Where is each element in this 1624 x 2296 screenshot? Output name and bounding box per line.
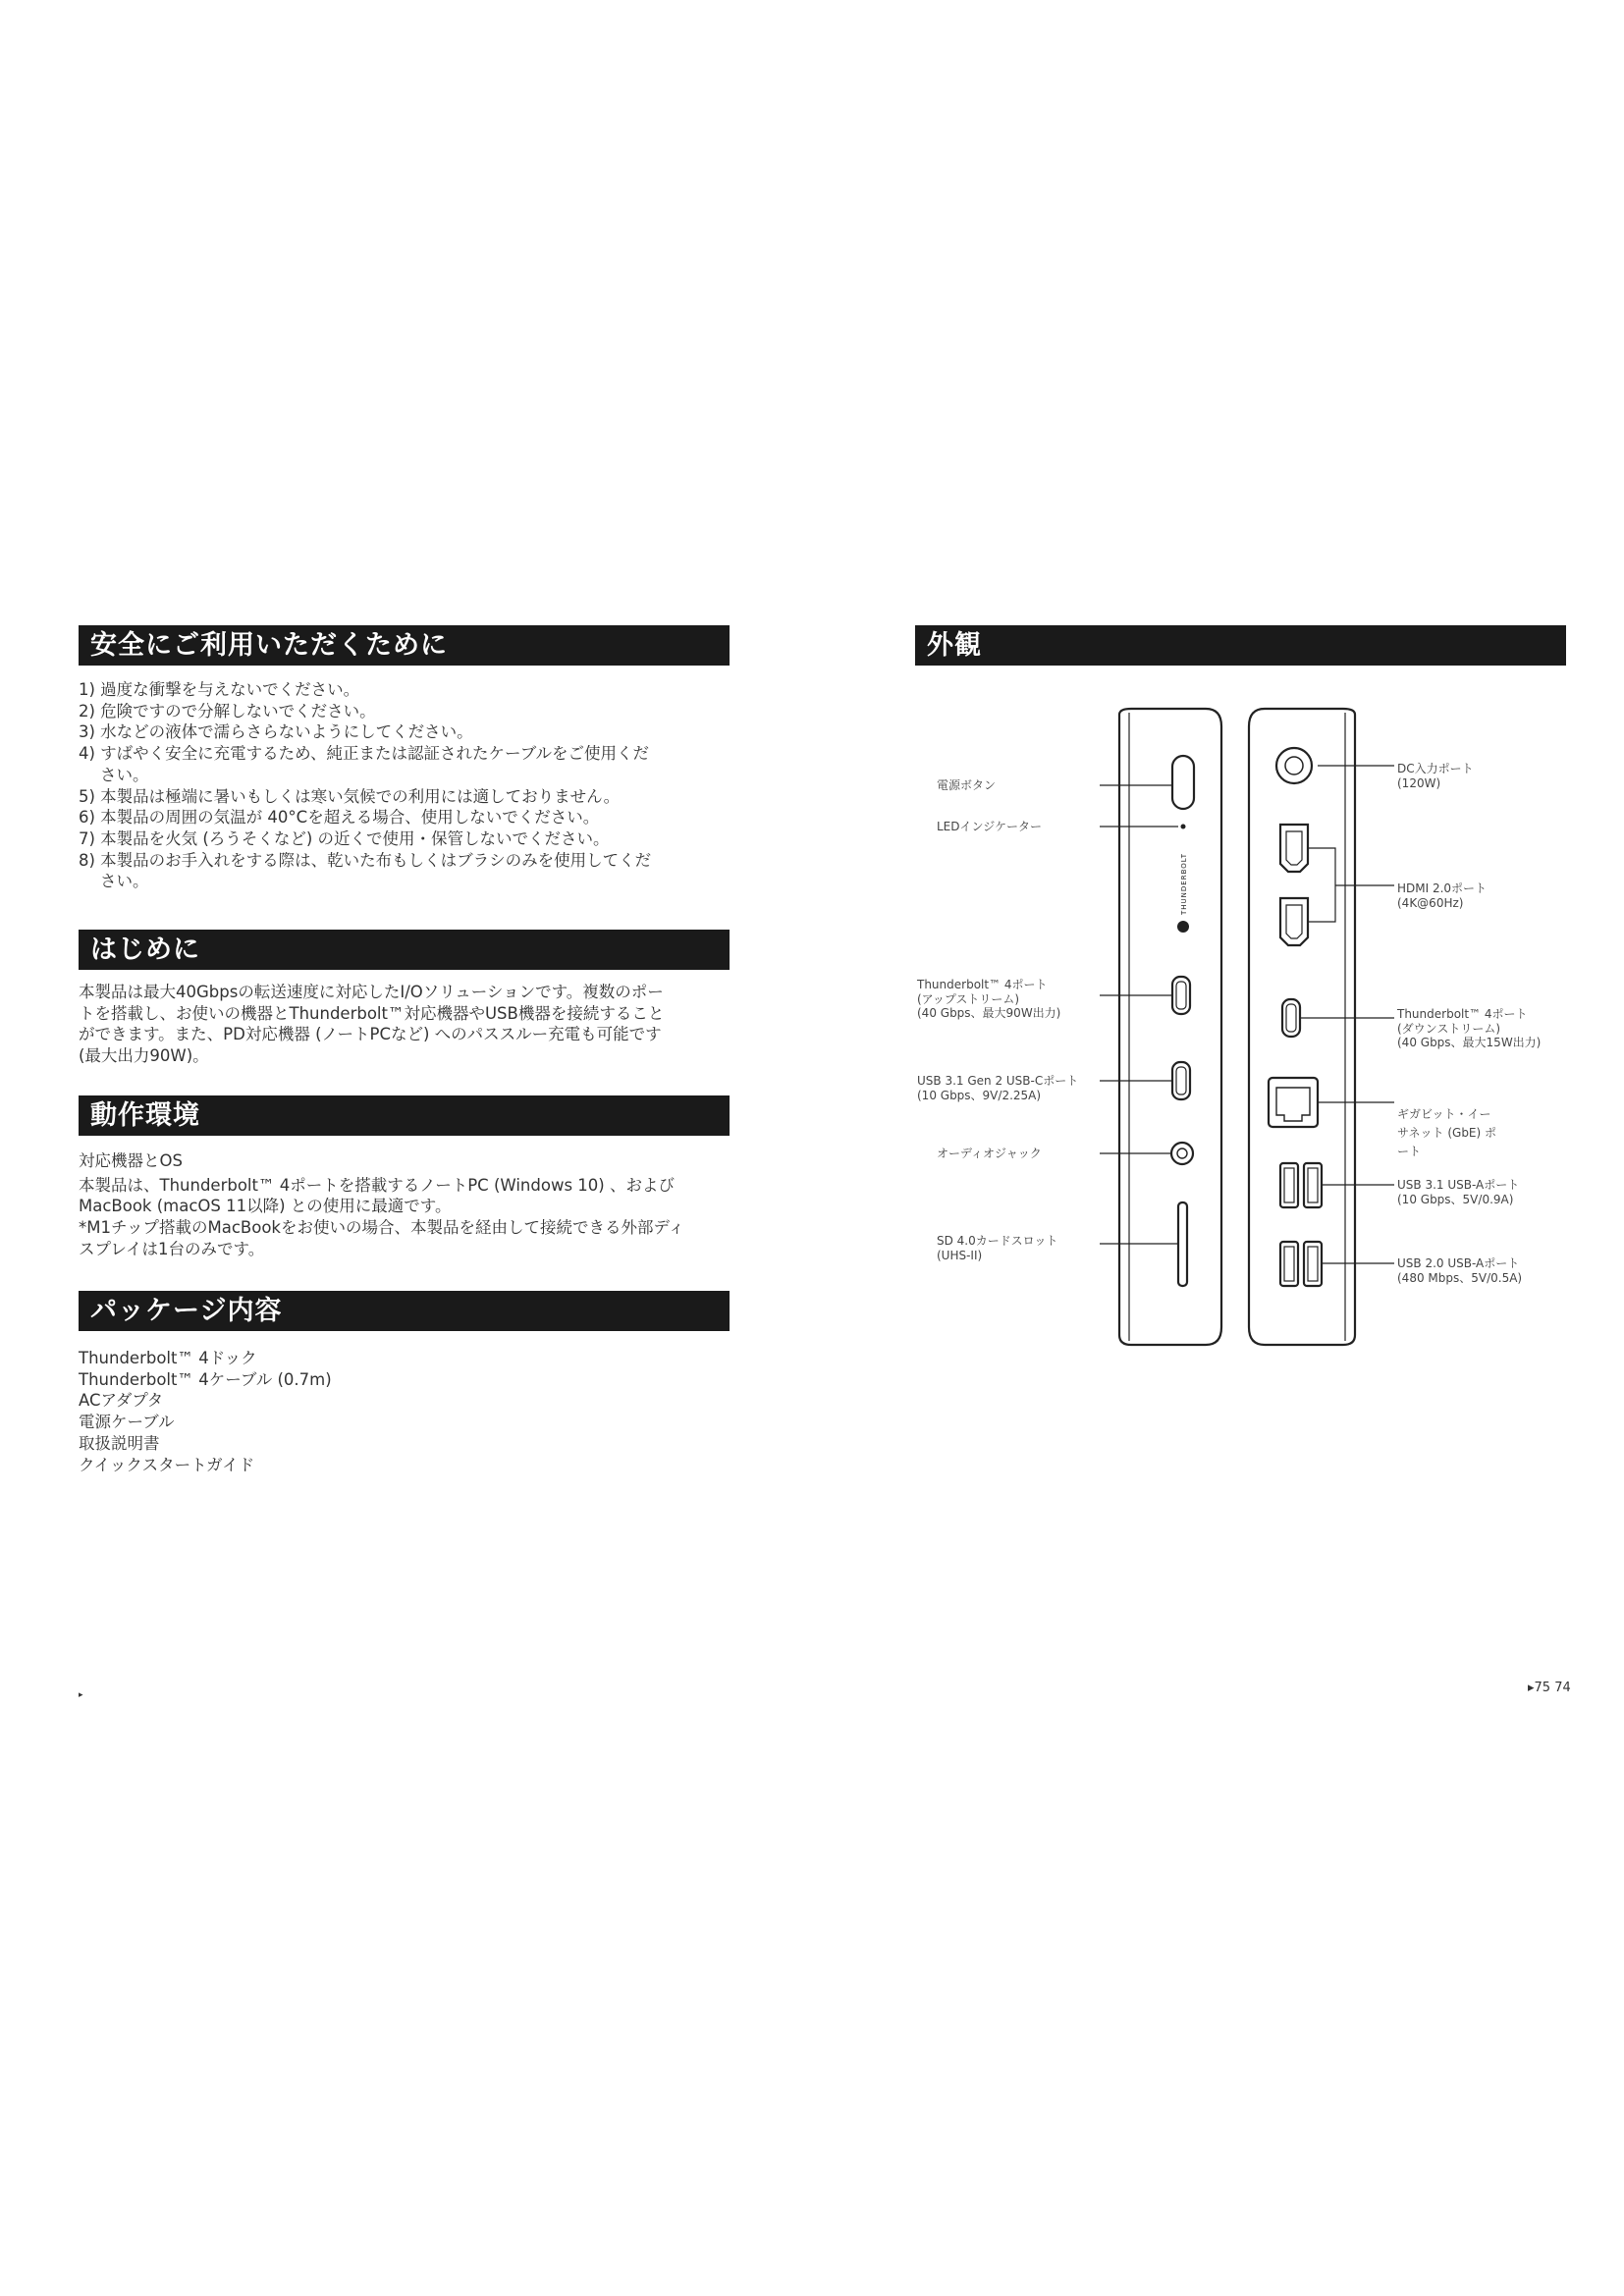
list-item: 7) 本製品を火気 (ろうそくなど) の近くで使用・保管しないでください。 [79, 828, 610, 848]
label-usb-c: USB 3.1 Gen 2 USB-Cポート (10 Gbps、9V/2.25A) [917, 1074, 1079, 1102]
list-item: 6) 本製品の周囲の気温が 40°Cを超える場合、使用しないでください。 [79, 808, 600, 828]
usb31-a-port-2-shape [1304, 1163, 1322, 1207]
dock-rear-body [1249, 709, 1355, 1345]
label-sd: SD 4.0カードスロット (UHS-II) [937, 1234, 1058, 1262]
label-audio: オーディオジャック [937, 1147, 1042, 1160]
list-item: 取扱説明書 [79, 1433, 160, 1453]
environment-heading: 動作環境 [79, 1095, 730, 1136]
paragraph-line: トを搭載し、お使いの機器とThunderbolt™対応機器やUSB機器を接続すること [79, 1003, 665, 1023]
paragraph-line: 本製品は、Thunderbolt™ 4ポートを搭載するノートPC (Windows 10) 、および [79, 1175, 675, 1195]
left-page-marker: ▸ [79, 1690, 83, 1700]
list-item: さい。 [100, 872, 149, 891]
list-item: 2) 危険ですので分解しないでください。 [79, 701, 376, 721]
list-item: 1) 過度な衝撃を与えないでください。 [79, 680, 360, 699]
list-item: 3) 水などの液体で濡らさらないようにしてください。 [79, 722, 473, 742]
paragraph-line: 本製品は最大40Gbpsの転送速度に対応したI/Oソリューションです。複数のポー [79, 983, 664, 1001]
label-tb4-downstream: Thunderbolt™ 4ポート (ダウンストリーム) (40 Gbps、最大15W出力) [1397, 1007, 1542, 1049]
label-usb31-a: USB 3.1 USB-Aポート (10 Gbps、5V/0.9A) [1397, 1178, 1520, 1206]
paragraph-line: *M1チップ搭載のMacBookをお使いの場合、本製品を経由して接続できる外部ディ [79, 1218, 685, 1238]
dock-illustration [1100, 707, 1394, 1355]
list-item: さい。 [100, 765, 149, 784]
package-heading: パッケージ内容 [79, 1291, 730, 1331]
list-item: Thunderbolt™ 4ケーブル (0.7m) [79, 1369, 332, 1389]
device-brand-text: THUNDERBOLT [1180, 853, 1188, 915]
label-power-button: 電源ボタン [937, 778, 997, 792]
label-hdmi: HDMI 2.0ポート (4K@60Hz) [1397, 881, 1488, 910]
tb4-upstream-port-shape [1172, 977, 1190, 1014]
usb20-a-port-2-shape [1304, 1242, 1322, 1286]
environment-subtitle: 対応機器とOS [79, 1151, 183, 1170]
list-item: クイックスタートガイド [79, 1455, 255, 1474]
list-item: ACアダプタ [79, 1391, 164, 1411]
safety-list [79, 679, 651, 892]
power-button-shape [1172, 756, 1194, 809]
paragraph-line: スプレイは1台のみです。 [79, 1239, 265, 1258]
label-gbe: ギガビット・イー サネット (GbE) ポ ート [1397, 1107, 1497, 1158]
label-usb20-a: USB 2.0 USB-Aポート (480 Mbps、5V/0.5A) [1397, 1256, 1523, 1285]
paragraph-line: MacBook (macOS 11以降) との使用に最適です。 [79, 1197, 452, 1216]
package-list [79, 1348, 332, 1475]
intro-paragraph [79, 982, 664, 1067]
list-item: 電源ケーブル [79, 1413, 175, 1432]
list-item: 8) 本製品のお手入れをする際は、乾いた布もしくはブラシのみを使用してくだ [79, 850, 652, 870]
dock-front-body [1119, 709, 1221, 1345]
label-led: LEDインジケーター [937, 820, 1042, 833]
intro-heading: はじめに [79, 930, 730, 970]
audio-jack-shape [1171, 1143, 1193, 1164]
list-item: 4) すばやく安全に充電するため、純正または認証されたケーブルをご使用くだ [79, 744, 650, 764]
usb31-a-port-1-shape [1280, 1163, 1298, 1207]
paragraph-line: ができます。また、PD対応機器 (ノートPCなど) へのパススルー充電も可能です [79, 1025, 662, 1044]
environment-section [79, 1150, 684, 1260]
thunderbolt-logo-icon [1177, 921, 1189, 933]
usb20-a-port-1-shape [1280, 1242, 1298, 1286]
usb-c-port-shape [1172, 1062, 1190, 1099]
list-item: Thunderbolt™ 4ドック [79, 1349, 257, 1367]
led-indicator-shape [1181, 825, 1186, 829]
tb4-downstream-port-shape [1282, 999, 1300, 1037]
sd-slot-shape [1178, 1202, 1187, 1286]
paragraph-line: (最大出力90W)。 [79, 1046, 209, 1066]
dc-in-port-shape [1276, 748, 1312, 783]
label-dc-in: DC入力ポート (120W) [1397, 762, 1474, 790]
safety-heading: 安全にご利用いただくために [79, 625, 730, 666]
label-tb4-upstream: Thunderbolt™ 4ポート (アップストリーム) (40 Gbps、最大90W出力) [917, 978, 1061, 1020]
appearance-heading: 外観 [915, 625, 1566, 666]
page-numbers: ▸75 74 [1528, 1681, 1571, 1695]
list-item: 5) 本製品は極端に暑いもしくは寒い気候での利用には適しておりません。 [79, 786, 621, 806]
